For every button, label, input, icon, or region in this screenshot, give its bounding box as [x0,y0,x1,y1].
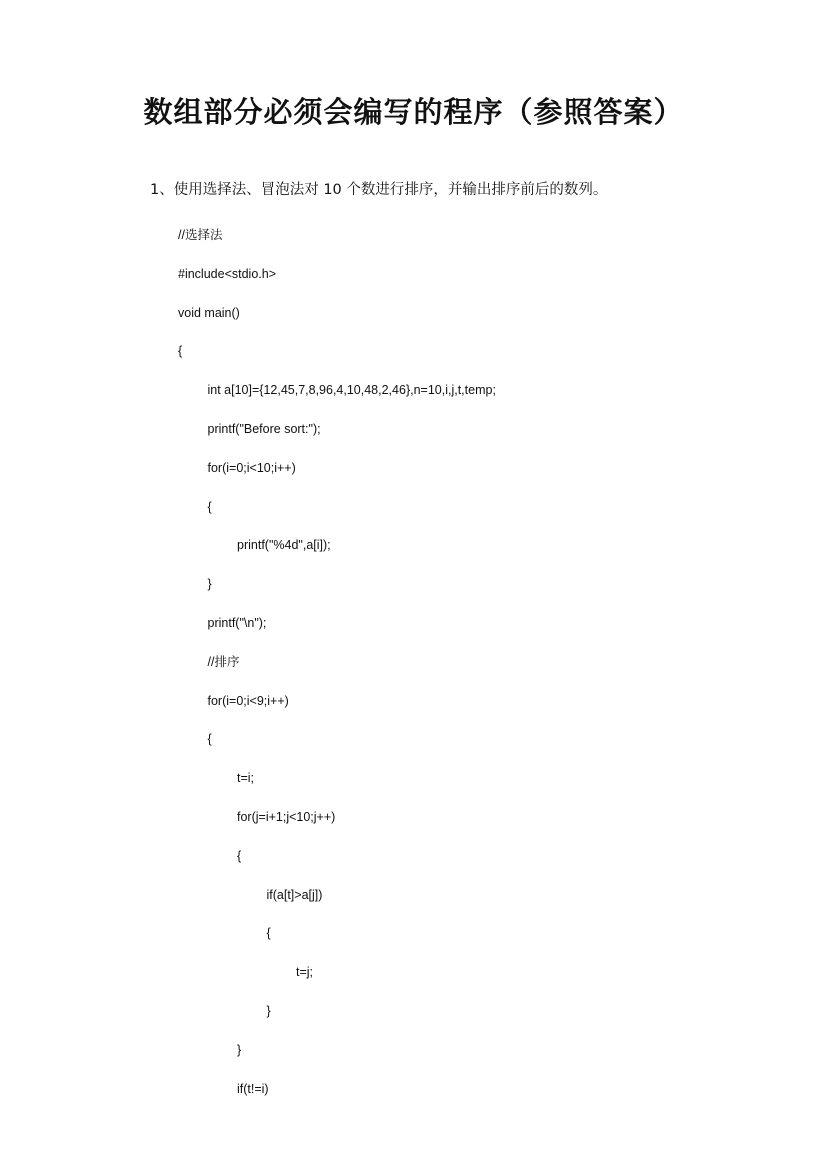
code-line: #include<stdio.h> [178,266,276,281]
code-line: { [266,926,271,941]
code-line: { [178,344,183,359]
code-line: t=i; [237,771,255,786]
code-line: if(t!=i) [237,1081,269,1096]
code-line: printf("Before sort:"); [207,422,321,436]
code-line: for(i=0;i<10;i++) [207,460,296,475]
code-line: for(j=i+1;j<10;j++) [237,810,336,824]
code-line: //选择法 [178,228,223,242]
code-line: void main() [178,305,240,320]
code-line: //排序 [207,654,240,669]
code-line: } [266,1004,271,1018]
code-line: for(i=0;i<9;i++) [207,693,289,708]
code-line: { [237,848,242,863]
code-line: } [237,1042,242,1057]
code-line: printf("\n"); [207,616,267,630]
page-title: 数组部分必须会编写的程序（参照答案） [143,95,684,129]
code-line: { [207,732,212,747]
question-text: 1、使用选择法、冒泡法对 10 个数进行排序，并输出排序前后的数列。 [150,182,608,198]
code-line: printf("%4d",a[i]); [237,538,331,553]
code-line: if(a[t]>a[j]) [266,887,323,902]
code-line: } [207,577,212,592]
code-line: { [207,499,212,514]
code-line: int a[10]={12,45,7,8,96,4,10,48,2,46},n=10,i,j,t,temp; [207,383,496,398]
code-line: t=j; [296,965,314,980]
